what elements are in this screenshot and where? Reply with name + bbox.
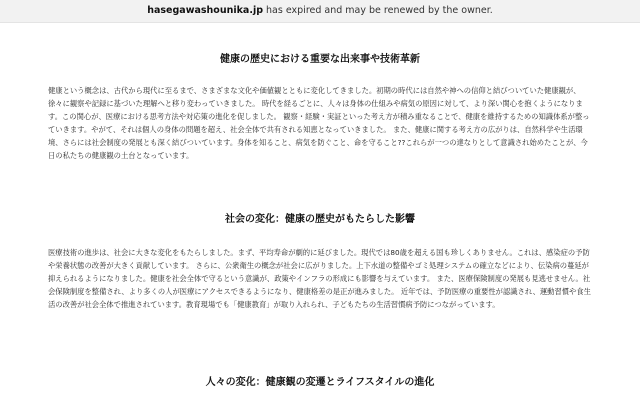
section-body-history: 健康という概念は、古代から現代に至るまで、さまざまな文化や価値観とともに変化してきました。初期の時代には自然や神への信仰と結びついていた健康観が、徐々に観察や記録に基づいた理解へと移り変わっていきました。 時代を経るごとに、人々は身体の仕組みや病気の原因に対して、より深い関心を抱くようになります。この関心が、医療における思考方法や対応策の進化を促しました。 観察・経験・実証といった考え方が積み重なることで、健康を維持するための知識体系が整っていきます。やがて、それは個人の身体の問題を超え、社会全体で共有される知恵となっていきました。 また、健康に関する考え方の広がりは、自然科学や生活環境、さらには社会制度の発展とも深く結びついています。身体を知ること、病気を防ぐこと、命を守ること??これらが一つの達なりとして意識され始めたことが、今日の私たちの健康観の土台となっています。 <box>48 86 590 160</box>
section-title-people: 人々の変化：健康観の変遷とライフスタイルの進化 <box>205 377 435 388</box>
banner-message: has expired and may be renewed by the owner. <box>263 5 493 16</box>
section-title-history: 健康の歴史における重要な出来事や技術革新 <box>220 54 420 65</box>
banner-domain: hasegawashounika.jp <box>147 5 264 16</box>
main-content <box>0 22 640 400</box>
section-body-society: 医療技術の進歩は、社会に大きな変化をもたらしました。まず、平均寿命が劇的に延びました。現代では80歳を超える国も珍しくありません。これは、感染症の予防や栄養状態の改善が大きく貢献しています。 さらに、公衆衛生の概念が社会に広がりました。上下水道の整備やゴミ処理システムの確立などにより、伝染病の蔓延が抑えられるようになりました。健康を社会全体で守るという意識が、政策やインフラの形成にも影響を与えています。 また、医療保険制度の発展も見逃せません。社会保険制度を整備され、より多くの人が医療にアクセスできるようになり、健康格差の是正が進みました。 近年では、予防医療の重要性が認識され、運動習慣や食生活の改善が社会全体で推進されています。教育現場でも「健康教育」が取り入れられ、子どもたちの生活習慣病予防につながっています。 <box>48 248 591 309</box>
section-title-society: 社会の変化：健康の歴史がもたらした影響 <box>225 214 415 225</box>
domain-expired-banner <box>0 0 640 23</box>
